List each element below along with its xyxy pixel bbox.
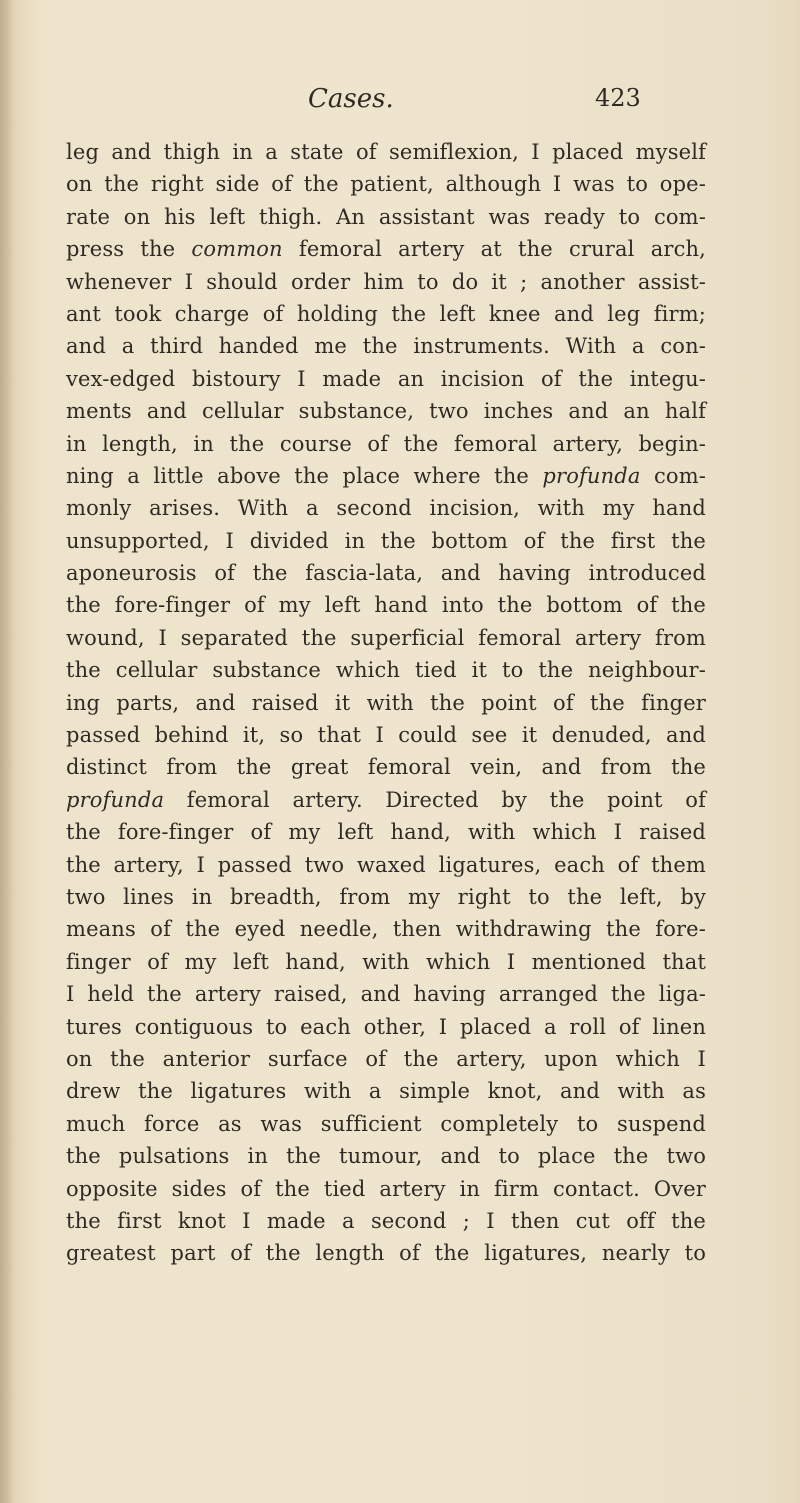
text-segment: femoral artery. Directed by the point of bbox=[164, 787, 706, 812]
italic-term: profunda bbox=[542, 463, 641, 488]
text-line: tures contiguous to each other, I placed a roll of linen bbox=[66, 1014, 706, 1039]
text-line: wound, I separated the superficial femoral artery from bbox=[66, 625, 706, 650]
text-line: whenever I should order him to do it ; another assist- bbox=[66, 269, 706, 294]
text-line: and a third handed me the instruments. With a con- bbox=[66, 334, 706, 359]
text-line: finger of my left hand, with which I mentioned that bbox=[66, 949, 706, 974]
text-line: vex-edged bistoury I made an incision of the integu- bbox=[66, 366, 706, 391]
text-segment: femoral artery at the crural arch, bbox=[282, 237, 706, 262]
running-head bbox=[0, 84, 800, 124]
text-line: in length, in the course of the femoral artery, begin- bbox=[66, 431, 706, 456]
text-line: leg and thigh in a state of semiflexion, I placed myself bbox=[66, 140, 706, 164]
text-line: means of the eyed needle, then withdrawing the fore- bbox=[66, 917, 706, 942]
text-line: aponeurosis of the fascia-lata, and having introduced bbox=[66, 561, 706, 586]
page-number: 423 bbox=[595, 84, 641, 112]
text-line: the fore-finger of my left hand into the bottom of the bbox=[66, 593, 706, 618]
text-line: monly arises. With a second incision, with my hand bbox=[66, 496, 706, 521]
text-segment: com- bbox=[640, 463, 706, 488]
body-text bbox=[66, 136, 706, 1270]
text-line: unsupported, I divided in the bottom of the first the bbox=[66, 528, 706, 553]
text-line: passed behind it, so that I could see it denuded, and bbox=[66, 723, 706, 748]
text-segment: ning a little above the place where the bbox=[66, 463, 543, 488]
text-line bbox=[66, 233, 706, 265]
page-gutter bbox=[0, 0, 14, 1503]
text-line: I held the artery raised, and having arranged the liga- bbox=[66, 982, 706, 1007]
text-line: on the right side of the patient, although I was to ope- bbox=[66, 172, 706, 197]
text-line: distinct from the great femoral vein, and from the bbox=[66, 755, 706, 780]
italic-term: profunda bbox=[66, 787, 165, 812]
text-line bbox=[66, 460, 706, 492]
text-line: two lines in breadth, from my right to the left, by bbox=[66, 884, 706, 909]
text-line: drew the ligatures with a simple knot, and with as bbox=[66, 1079, 706, 1104]
text-line: rate on his left thigh. An assistant was ready to com- bbox=[66, 204, 706, 229]
text-segment: press the bbox=[66, 237, 192, 262]
text-line: ments and cellular substance, two inches and an half bbox=[66, 399, 706, 424]
text-line: the first knot I made a second ; I then cut off the bbox=[66, 1208, 706, 1233]
text-line: greatest part of the length of the ligatures, nearly to bbox=[66, 1241, 706, 1266]
text-line: the artery, I passed two waxed ligatures, each of them bbox=[66, 852, 706, 877]
text-line: much force as was sufficient completely to suspend bbox=[66, 1111, 706, 1136]
italic-term: common bbox=[191, 237, 283, 262]
text-line: ant took charge of holding the left knee and leg firm; bbox=[66, 301, 706, 326]
text-line: on the anterior surface of the artery, upon which I bbox=[66, 1046, 706, 1071]
text-line: opposite sides of the tied artery in firm contact. Over bbox=[66, 1176, 706, 1201]
text-line: ing parts, and raised it with the point of the finger bbox=[66, 690, 706, 715]
text-line: the pulsations in the tumour, and to place the two bbox=[66, 1144, 706, 1169]
text-line: the cellular substance which tied it to the neighbour- bbox=[66, 658, 706, 683]
text-line bbox=[66, 784, 706, 816]
text-line: the fore-finger of my left hand, with which I raised bbox=[66, 820, 706, 845]
running-head-title: Cases. bbox=[308, 84, 394, 114]
